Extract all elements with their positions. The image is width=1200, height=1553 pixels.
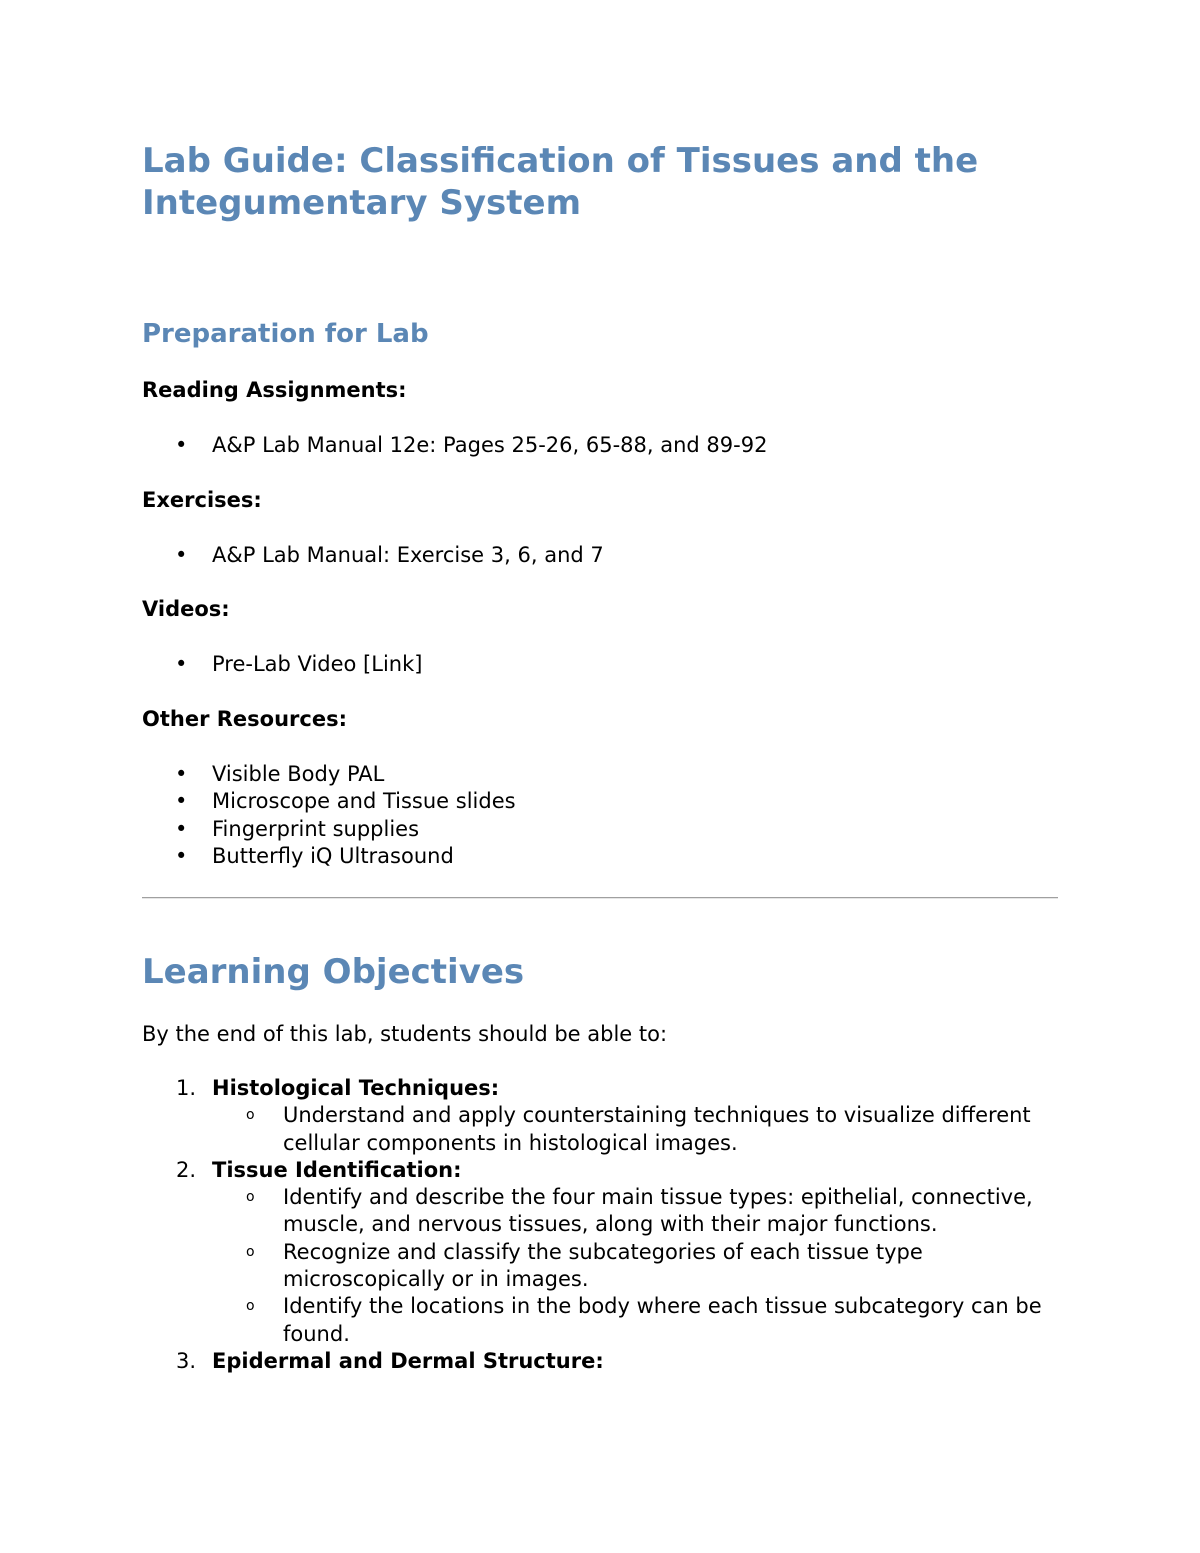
bullet-icon: •: [175, 652, 188, 676]
exercises-list: [142, 542, 604, 569]
bullet-icon: •: [175, 843, 188, 868]
list-item: o Understand and apply counterstaining techniques to visualize different cellular components in histological images.: [246, 1103, 1031, 1155]
list-item: • A&P Lab Manual: Exercise 3, 6, and 7: [142, 542, 604, 569]
list-item: • A&P Lab Manual 12e: Pages 25-26, 65-88, and 89-92: [142, 432, 767, 459]
list-item: o Recognize and classify the subcategories of each tissue type microscopically or in images.: [246, 1239, 923, 1292]
list-item: o Identify and describe the four main tissue types: epithelial, connective, muscle, and nervous tissues, along with their major functions.: [246, 1185, 1033, 1237]
videos-list: [142, 651, 422, 678]
objectives-intro: By the end of this lab, students should be able to:: [142, 1022, 668, 1046]
other-resources-list: [142, 761, 516, 870]
list-item: [142, 651, 422, 678]
bullet-icon: •: [175, 762, 188, 786]
circle-bullet-icon: o: [246, 1189, 255, 1206]
bullet-icon: •: [175, 433, 188, 457]
objective-title: Epidermal and Dermal Structure:: [212, 1348, 604, 1373]
reading-assignments-label: Reading Assignments:: [142, 378, 407, 402]
other-resources-label: Other Resources:: [142, 707, 347, 731]
bullet-icon: •: [175, 816, 188, 841]
objective-title: Tissue Identification:: [212, 1157, 462, 1182]
document-title: Lab Guide: Classification of Tissues and the Integumentary System: [142, 141, 979, 223]
list-item: • Visible Body PAL: [142, 761, 516, 788]
section-divider: [142, 897, 1058, 899]
circle-bullet-icon: o: [246, 1298, 255, 1315]
list-number: 2.: [176, 1157, 197, 1182]
objective-title: Histological Techniques:: [212, 1076, 500, 1100]
videos-label: Videos:: [142, 597, 230, 621]
objective-item: [142, 1348, 1060, 1375]
preparation-heading: Preparation for Lab: [142, 319, 429, 349]
list-number: 1.: [176, 1076, 197, 1100]
bullet-icon: •: [175, 543, 188, 567]
circle-bullet-icon: o: [246, 1243, 255, 1260]
objective-sublist: [212, 1184, 1060, 1348]
list-number: 3.: [176, 1348, 197, 1373]
learning-objectives-heading: Learning Objectives: [142, 952, 525, 992]
list-item: • Microscope and Tissue slides: [142, 788, 516, 815]
objective-item: [142, 1075, 1060, 1157]
objectives-list: [142, 1075, 1060, 1375]
bullet-icon: •: [175, 789, 188, 814]
pre-lab-video-link[interactable]: Pre-Lab Video [Link]: [212, 652, 423, 676]
list-item: o Identify the locations in the body where each tissue subcategory can be found.: [246, 1294, 1042, 1346]
objective-sublist: [212, 1102, 1060, 1157]
list-item: • Butterfly iQ Ultrasound: [142, 843, 516, 870]
exercises-label: Exercises:: [142, 488, 262, 512]
objective-item: [142, 1157, 1060, 1348]
circle-bullet-icon: o: [246, 1107, 255, 1124]
list-item: • Fingerprint supplies: [142, 816, 516, 843]
reading-assignments-list: [142, 432, 767, 459]
